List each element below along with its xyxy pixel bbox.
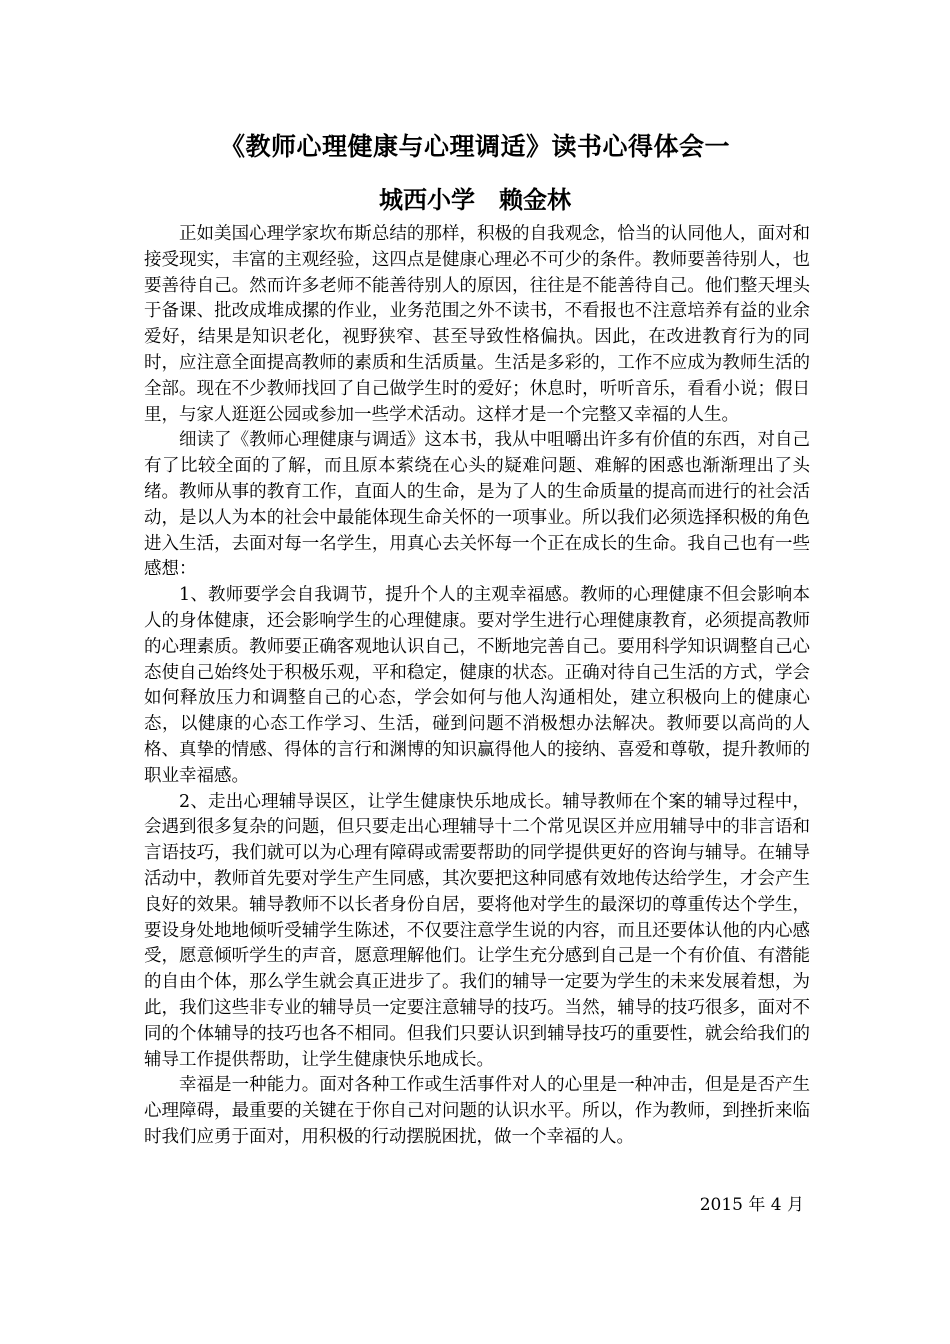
document-date: 2015 年 4 月 — [699, 1195, 804, 1215]
paragraph: 正如美国心理学家坎布斯总结的那样，积极的自我观念，恰当的认同他人，面对和接受现实，丰富的主观经验，这四点是健康心理必不可少的条件。教师要善待别人，也要善待自己。然而许多老师不能善待别人的原因，往往是不能善待自己。他们整天埋头于备课、批改成堆成摞的作业，业务范围之外不读书，不看报也不注意培养有益的业余爱好，结果是知识老化，视野狭窄、甚至导致性格偏执。因此，在改进教育行为的同时，应注意全面提高教师的素质和生活质量。生活是多彩的，工作不应成为教师生活的全部。现在不少教师找回了自己做学生时的爱好；休息时，听听音乐，看看小说；假日里，与家人逛逛公园或参加一些学术活动。这样才是一个完整又幸福的人生。 — [144, 224, 810, 425]
paragraph: 细读了《教师心理健康与调适》这本书，我从中咀嚼出许多有价值的东西，对自己有了比较全面的了解，而且原本萦绕在心头的疑难问题、难解的困惑也渐渐理出了头绪。教师从事的教育工作，直面人的生命，是为了人的生命质量的提高而进行的社会活动，是以人为本的社会中最能体现生命关怀的一项事业。所以我们必须选择积极的角色进入生活，去面对每一名学生，用真心去关怀每一个正在成长的生命。我自己也有一些感想： — [144, 430, 810, 580]
document-title: 《教师心理健康与心理调适》读书心得体会一 — [219, 132, 730, 161]
paragraph: 幸福是一种能力。面对各种工作或生活事件对人的心里是一种冲击，但是是否产生心理障碍，最重要的关键在于你自己对问题的认识水平。所以，作为教师，到挫折来临时我们应勇于面对，用积极的行动摆脱困扰，做一个幸福的人。 — [144, 1075, 810, 1147]
paragraph: 1、教师要学会自我调节，提升个人的主观幸福感。教师的心理健康不但会影响本人的身体健康，还会影响学生的心理健康。要对学生进行心理健康教育，必须提高教师的心理素质。教师要正确客观地认识自己，不断地完善自己。要用科学知识调整自己心态使自己始终处于积极乐观，平和稳定，健康的状态。正确对待自己生活的方式，学会如何释放压力和调整自己的心态，学会如何与他人沟通相处，建立积极向上的健康心态，以健康的心态工作学习、生活，碰到问题不消极想办法解决。教师要以高尚的人格、真挚的情感、得体的言行和渊博的知识赢得他人的接纳、喜爱和尊敬，提升教师的职业幸福感。 — [144, 585, 810, 786]
paragraph: 2、走出心理辅导误区，让学生健康快乐地成长。辅导教师在个案的辅导过程中，会遇到很多复杂的问题，但只要走出心理辅导十二个常见误区并应用辅导中的非言语和言语技巧，我们就可以为心理有障碍或需要帮助的同学提供更好的咨询与辅导。在辅导活动中，教师首先要对学生产生同感，其次要把这种同感有效地传达给学生，才会产生良好的效果。辅导教师不以长者身份自居，要将他对学生的最深切的尊重传达个学生，要设身处地地倾听受辅学生陈述，不仅要注意学生说的内容，而且还要体认他的内心感受，愿意倾听学生的声音，愿意理解他们。让学生充分感到自己是一个有价值、有潜能的自由个体，那么学生就会真正进步了。我们的辅导一定要为学生的未来发展着想，为此，我们这些非专业的辅导员一定要注意辅导的技巧。当然，辅导的技巧很多，面对不同的个体辅导的技巧也各不相同。但我们只要认识到辅导技巧的重要性，就会给我们的辅导工作提供帮助，让学生健康快乐地成长。 — [144, 791, 810, 1070]
document-body — [144, 222, 810, 1151]
author-line: 城西小学 赖金林 — [379, 186, 571, 214]
